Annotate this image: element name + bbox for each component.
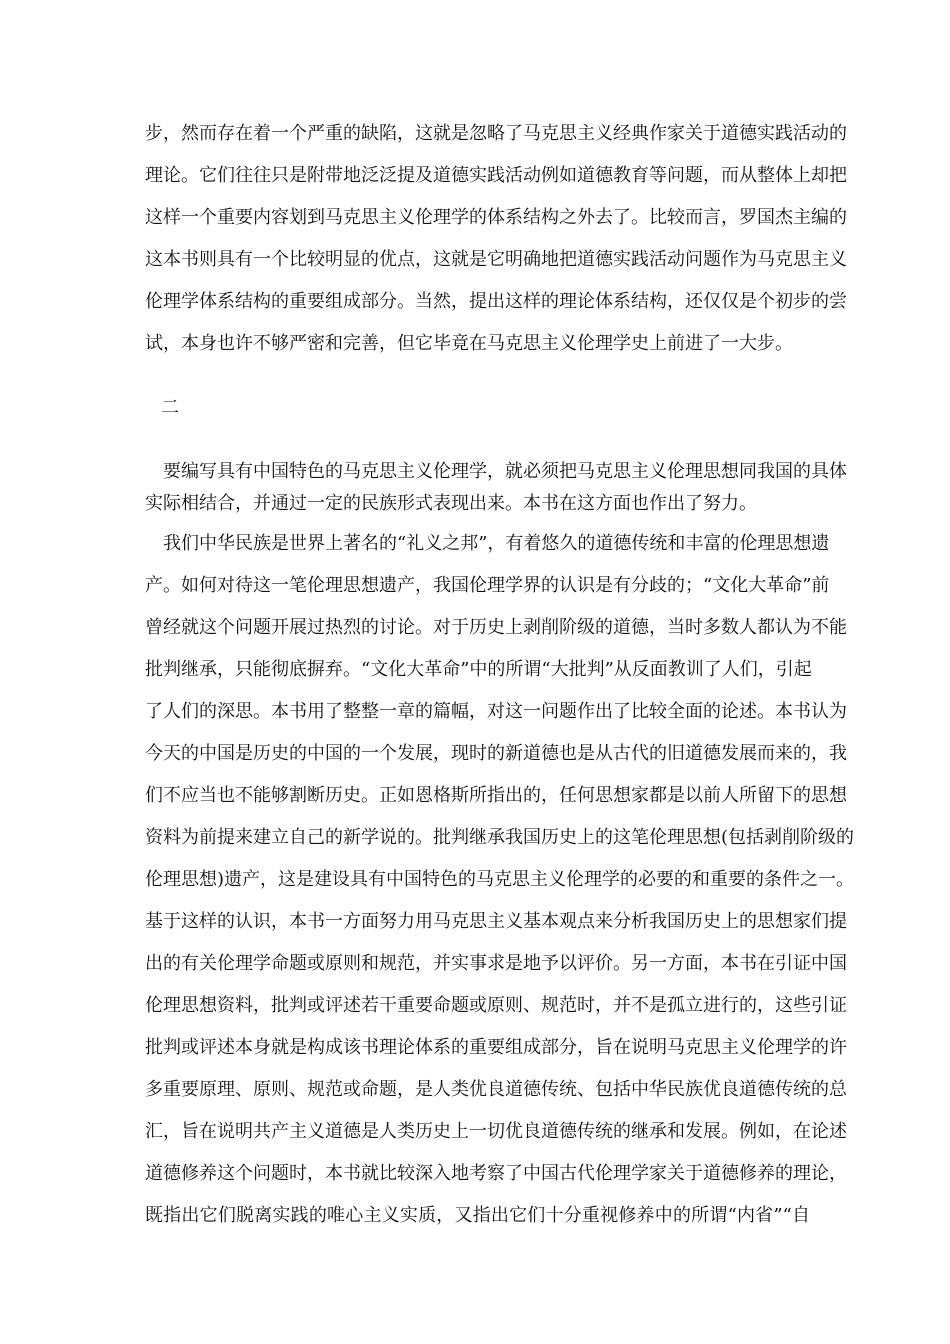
text-line: 道德修养这个问题时，本书就比较深入地考察了中国古代伦理学家关于道德修养的理论， (145, 1163, 847, 1184)
text-line: 基于这样的认识，本书一方面努力用马克思主义基本观点来分析我国历史上的思想家们提 (145, 911, 847, 932)
text-line: 出的有关伦理学命题或原则和规范，并实事求是地予以评价。另一方面，本书在引证中国 (145, 953, 847, 974)
text-line: 伦理学体系结构的重要组成部分。当然，提出这样的理论体系结构，还仅仅是个初步的尝 (145, 291, 847, 312)
text-line: 产。如何对待这一笔伦理思想遗产，我国伦理学界的认识是有分歧的；“文化大革命”前 (145, 575, 830, 596)
text-line: 汇，旨在说明共产主义道德是人类历史上一切优良道德传统的继承和发展。例如，在论述 (145, 1121, 847, 1142)
text-line: 实际相结合，并通过一定的民族形式表现出来。本书在这方面也作出了努力。 (145, 493, 757, 514)
text-line: 步，然而存在着一个严重的缺陷，这就是忽略了马克思主义经典作家关于道德实践活动的 (145, 123, 847, 144)
text-line: 了人们的深思。本书用了整整一章的篇幅，对这一问题作出了比较全面的论述。本书认为 (145, 701, 847, 722)
text-line: 们不应当也不能够割断历史。正如恩格斯所指出的，任何思想家都是以前人所留下的思想 (145, 785, 847, 806)
text-line: 理论。它们往往只是附带地泛泛提及道德实践活动例如道德教育等问题，而从整体上却把 (145, 165, 847, 186)
text-line: 要编写具有中国特色的马克思主义伦理学，就必须把马克思主义伦理思想同我国的具体 (163, 461, 847, 482)
text-line: 多重要原理、原则、规范或命题，是人类优良道德传统、包括中华民族优良道德传统的总 (145, 1079, 847, 1100)
text-line: 批判或评述本身就是构成该书理论体系的重要组成部分，旨在说明马克思主义伦理学的许 (145, 1037, 847, 1058)
text-line: 试，本身也许不够严密和完善，但它毕竟在马克思主义伦理学史上前进了一大步。 (145, 333, 793, 354)
text-line: 批判继承，只能彻底摒弃。“文化大革命”中的所谓“大批判”从反面教训了人们，引起 (145, 659, 812, 680)
text-line: 我们中华民族是世界上著名的“礼义之邦”，有着悠久的道德传统和丰富的伦理思想遗 (163, 533, 830, 554)
text-line: 这本书则具有一个比较明显的优点，这就是它明确地把道德实践活动问题作为马克思主义 (145, 249, 847, 270)
text-line: 曾经就这个问题开展过热烈的讨论。对于历史上剥削阶级的道德，当时多数人都认为不能 (145, 617, 847, 638)
text-line: 资料为前提来建立自己的新学说的。批判继承我国历史上的这笔伦理思想(包括剥削阶级的 (145, 827, 855, 848)
text-line: 这样一个重要内容划到马克思主义伦理学的体系结构之外去了。比较而言，罗国杰主编的 (145, 207, 847, 228)
text-line: 今天的中国是历史的中国的一个发展，现时的新道德也是从古代的旧道德发展而来的，我 (145, 743, 847, 764)
text-line: 伦理思想)遗产，这是建设具有中国特色的马克思主义伦理学的必要的和重要的条件之一。 (145, 869, 855, 890)
text-line: 伦理思想资料，批判或评述若干重要命题或原则、规范时，并不是孤立进行的，这些引证 (145, 995, 847, 1016)
section-number: 二 (161, 397, 179, 418)
text-line: 既指出它们脱离实践的唯心主义实质，又指出它们十分重视修养中的所谓“内省”“自 (145, 1205, 810, 1226)
